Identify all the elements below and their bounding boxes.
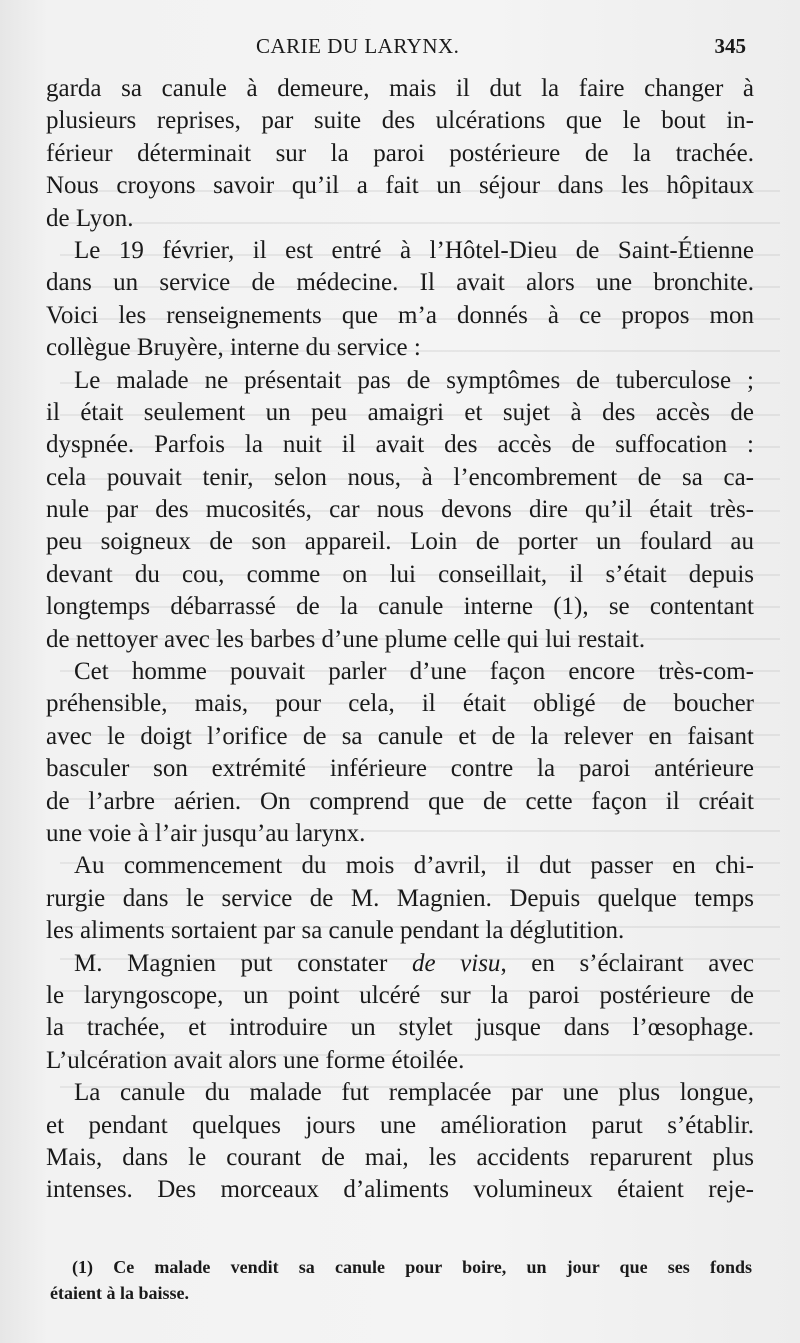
text-line: Au commencement du mois d’avril, il dut passer en chi-: [74, 852, 754, 880]
text-line: peu soigneux de son appareil. Loin de porter un foulard au: [46, 528, 754, 556]
text-line: M. Magnien put constater de visu, en s’éclairant avec: [74, 949, 754, 977]
text-line: dans un service de médecine. Il avait alors une bronchite.: [46, 269, 754, 297]
text-line: une voie à l’air jusqu’au larynx.: [46, 819, 366, 847]
text-line: et pendant quelques jours une amélioration parut s’établir.: [46, 1111, 754, 1139]
text-line: La canule du malade fut remplacée par une plus longue,: [74, 1079, 754, 1107]
text-line: Nous croyons savoir qu’il a fait un séjour dans les hôpitaux: [46, 172, 754, 200]
text-line: Voici les renseignements que m’a donnés à ce propos mon: [46, 301, 754, 329]
text-line: plusieurs reprises, par suite des ulcérations que le bout in-: [46, 107, 754, 135]
text-line: Le malade ne présentait pas de symptômes de tuberculose ;: [74, 366, 754, 394]
text-line: dyspnée. Parfois la nuit il avait des accès de suffocation :: [46, 431, 754, 459]
text-line: L’ulcération avait alors une forme étoilée.: [46, 1046, 465, 1074]
text-line: rurgie dans le service de M. Magnien. Depuis quelque temps: [46, 884, 754, 912]
page-header: [46, 34, 752, 64]
italic-phrase: de visu: [411, 949, 501, 977]
text-line: de nettoyer avec les barbes d’une plume celle qui lui restait.: [46, 625, 646, 653]
text-line: intenses. Des morceaux d’aliments volumineux étaient reje-: [46, 1176, 754, 1204]
footnote-line: étaient à la baisse.: [50, 1283, 189, 1303]
text-line: il était seulement un peu amaigri et sujet à des accès de: [46, 398, 754, 426]
text-line: les aliments sortaient par sa canule pendant la déglutition.: [46, 917, 625, 945]
text-line: Cet homme pouvait parler d’une façon encore très-com-: [74, 658, 754, 686]
text-line: devant du cou, comme on lui conseillait, il s’était depuis: [46, 560, 754, 588]
text-line: de l’arbre aérien. On comprend que de cette façon il créait: [46, 787, 754, 815]
text-line: cela pouvait tenir, selon nous, à l’encombrement de sa ca-: [46, 463, 754, 491]
text-line: Mais, dans le courant de mai, les accidents reparurent plus: [46, 1143, 754, 1171]
text-line: la trachée, et introduire un stylet jusque dans l’œsophage.: [46, 1014, 754, 1042]
text-line: garda sa canule à demeure, mais il dut la faire changer à: [46, 75, 754, 102]
footnote-line: (1) Ce malade vendit sa canule pour boire, un jour que ses fonds: [72, 1257, 752, 1277]
text-line: collègue Bruyère, interne du service :: [46, 334, 421, 362]
text-line: nule par des mucosités, car nous devons dire qu’il était très-: [46, 496, 754, 524]
body-text: [46, 73, 754, 1207]
text-line: avec le doigt l’orifice de sa canule et de la relever en faisant: [46, 722, 754, 750]
text-line: de Lyon.: [46, 204, 134, 232]
text-line: férieur déterminait sur la paroi postérieure de la trachée.: [46, 139, 754, 167]
text-line: Le 19 février, il est entré à l’Hôtel-Dieu de Saint-Étienne: [74, 236, 754, 264]
text-line: le laryngoscope, un point ulcéré sur la paroi postérieure de: [46, 981, 754, 1009]
page-number: 345: [714, 34, 746, 58]
running-title: CARIE DU LARYNX.: [256, 34, 460, 58]
text-line: préhensible, mais, pour cela, il était obligé de boucher: [46, 690, 754, 718]
text-line: longtemps débarrassé de la canule interne (1), se contentant: [46, 593, 754, 621]
footnote: [50, 1254, 752, 1306]
text-line: basculer son extrémité inférieure contre la paroi antérieure: [46, 755, 754, 783]
